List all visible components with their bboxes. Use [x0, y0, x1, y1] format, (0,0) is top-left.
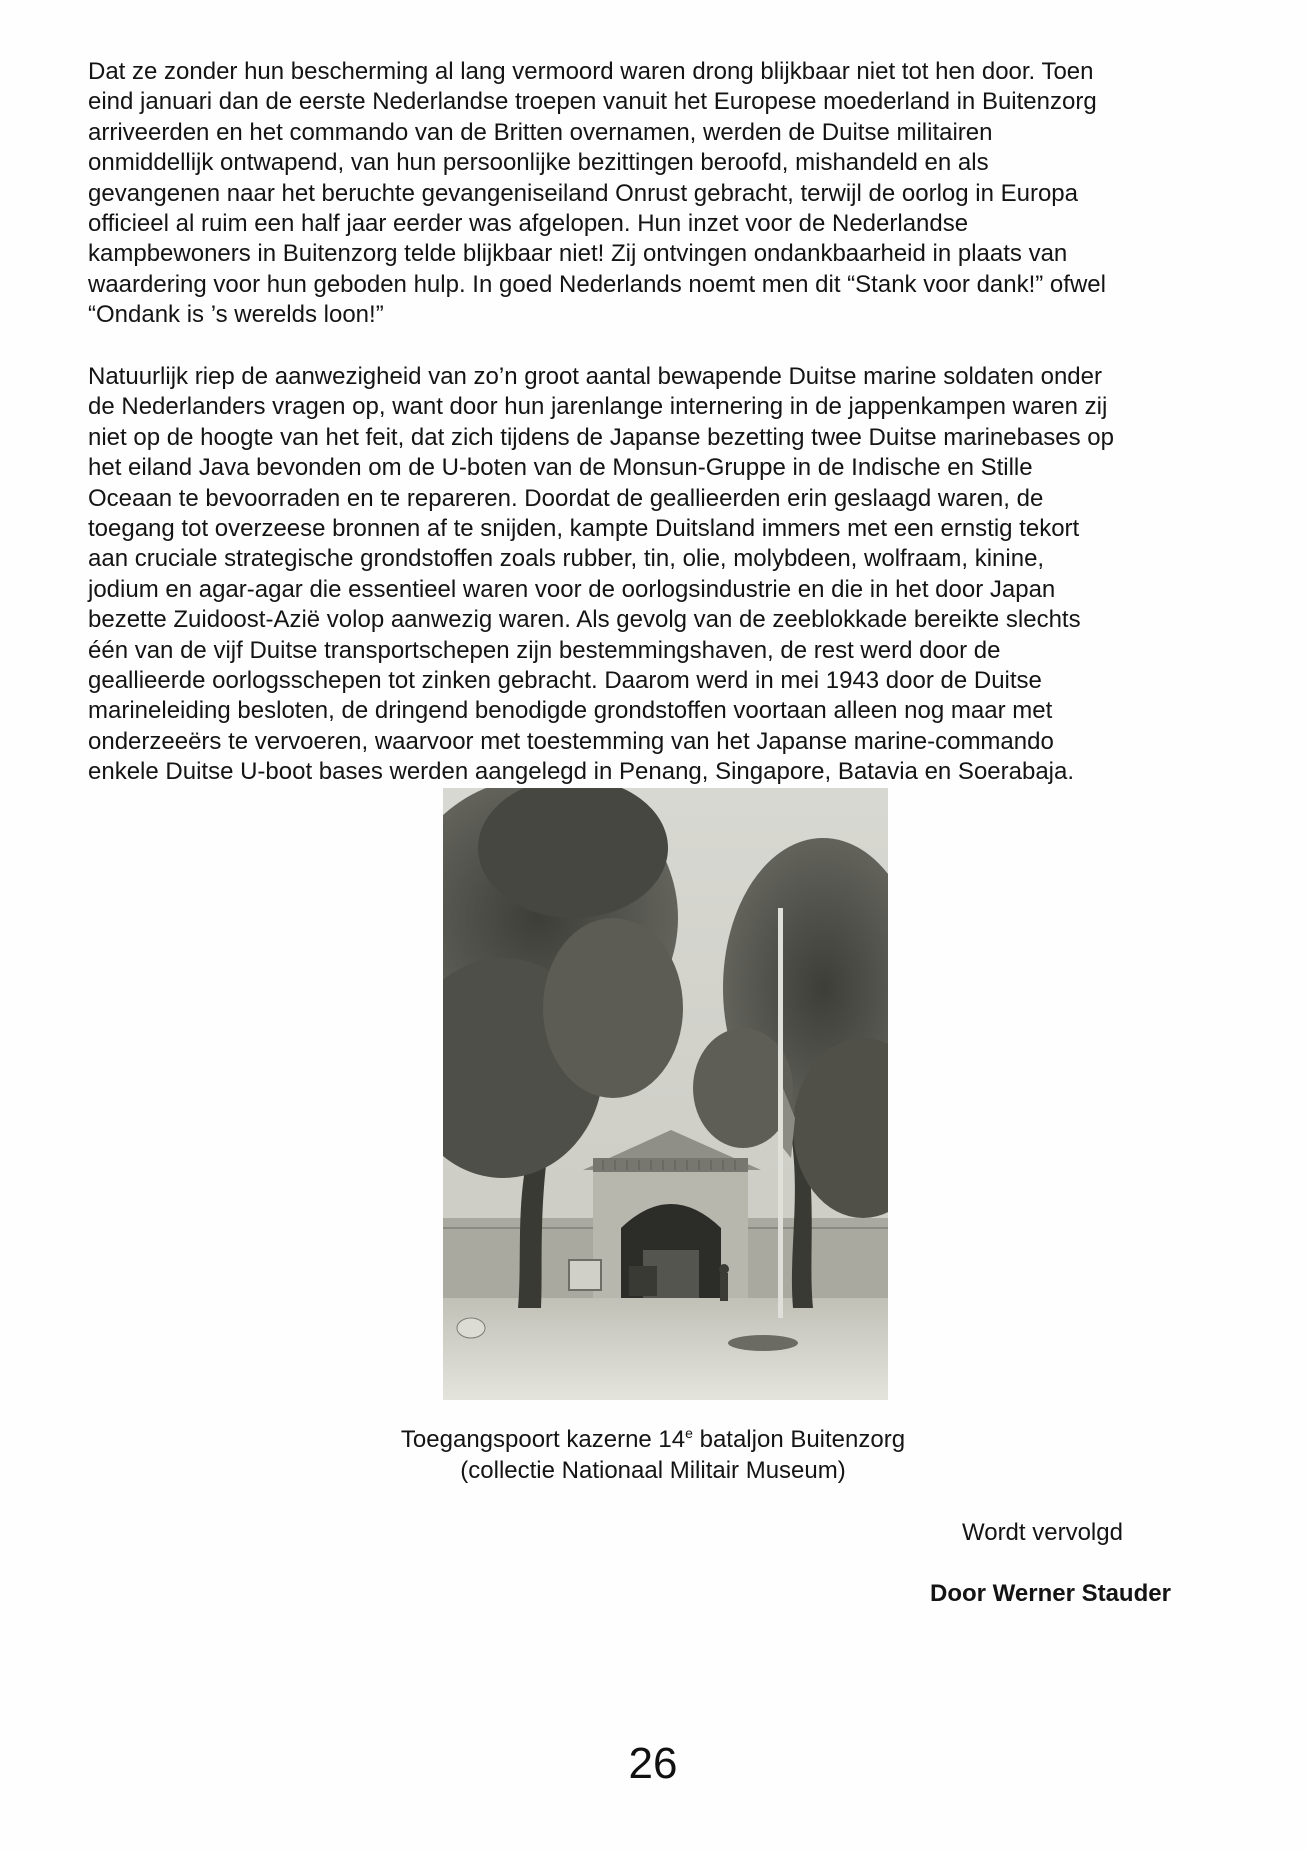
to-be-continued-note: Wordt vervolgd [962, 1519, 1123, 1546]
barracks-gate-photo [443, 788, 888, 1400]
page-number: 26 [628, 1739, 678, 1788]
author-byline: Door Werner Stauder [930, 1580, 1171, 1607]
figure-caption [0, 1425, 1306, 1455]
body-paragraph-2: Natuurlijk riep de aanwezigheid van zo’n groot aantal bewapende Duitse marine soldaten onder de Nederlanders vragen op, want door hun jarenlange internering in de jappenkampen waren zij niet op de hoogte van het feit, dat zich tijdens de Japanse bezetting twee Duitse marinebases op het eiland Java bevonden om de U-boten van de Monsun-Gruppe in de Indische en Stille Oceaan te bevoorraden en te repareren. Doordat de geallieerden erin geslaagd waren, de toegang tot overzeese bronnen af te snijden, kampte Duitsland immers met een ernstig tekort aan cruciale strategische grondstoffen zoals rubber, tin, olie, molybdeen, wolfraam, kinine, jodium en agar-agar die essentieel waren voor de oorlogsindustrie en die in het door Japan bezette Zuidoost-Azië volop aanwezig waren. Als gevolg van de zeeblokkade bereikte slechts één van de vijf Duitse transportschepen zijn bestemmingshaven, de rest werd door de geallieerde oorlogsschepen tot zinken gebracht. Daarom werd in mei 1943 door de Duitse marineleiding besloten, de dringend benodigde grondstoffen voortaan alleen nog maar met onderzeeërs te vervoeren, waarvoor met toestemming van het Japanse marine-commando enkele Duitse U-boot bases werden aangelegd in Penang, Singapore, Batavia en Soerabaja. [88, 363, 1114, 786]
body-paragraph-1: Dat ze zonder hun bescherming al lang vermoord waren drong blijkbaar niet tot hen door. Toen eind januari dan de eerste Nederlandse troepen vanuit het Europese moederland in Buitenzorg arriveerden en het commando van de Britten overnamen, werden de Duitse militairen onmiddellijk ontwapend, van hun persoonlijke bezittingen beroofd, mishandeld en als gevangenen naar het beruchte gevangeniseiland Onrust gebracht, terwijl de oorlog in Europa officieel al ruim een half jaar eerder was afgelopen. Hun inzet voor de Nederlandse kampbewoners in Buitenzorg telde blijkbaar niet! Zij ontvingen ondankbaarheid in plaats van waardering voor hun geboden hulp. In goed Nederlands noemt men dit “Stank voor dank!” ofwel “Ondank is ’s werelds loon!” [88, 58, 1106, 329]
caption-text-before: Toegangspoort kazerne 14 [400, 1426, 686, 1453]
figure-credit: (collectie Nationaal Militair Museum) [460, 1457, 846, 1484]
caption-text-after: bataljon Buitenzorg [692, 1426, 906, 1453]
caption-superscript: e [685, 1425, 693, 1441]
